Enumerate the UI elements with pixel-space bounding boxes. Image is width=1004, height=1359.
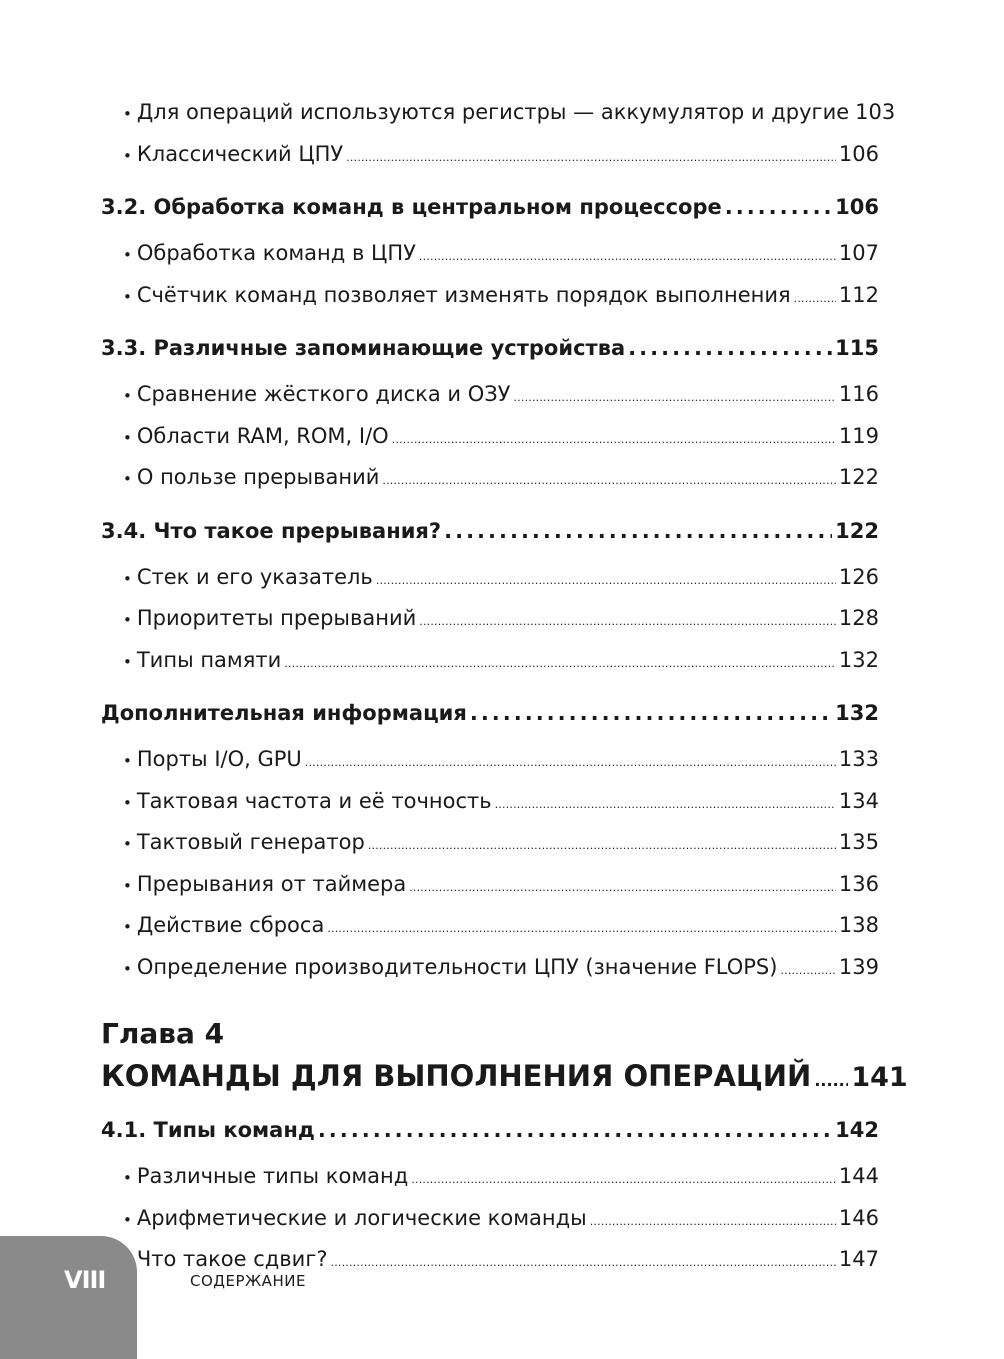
leader-dots — [331, 1242, 836, 1284]
toc-entry-page: 122 — [838, 465, 879, 489]
toc-section[interactable] — [101, 687, 879, 739]
toc-entry[interactable] — [101, 822, 879, 864]
bullet-icon: • — [123, 652, 132, 671]
bullet-icon: • — [123, 105, 132, 123]
toc-entry-page: 135 — [838, 830, 879, 854]
toc-entry[interactable] — [101, 92, 896, 134]
bullet-icon: • — [123, 428, 132, 447]
bullet-icon: • — [123, 569, 132, 588]
toc-entry-page: 132 — [838, 647, 879, 672]
toc-entry-page: 144 — [838, 1164, 879, 1188]
toc-entry[interactable] — [101, 557, 879, 599]
toc-section-title: 3.3. Различные запоминающие устройства — [101, 336, 626, 360]
toc-section-title: 3.4. Что такое прерывания? — [101, 518, 442, 543]
toc-entry-title: Стек и его указатель — [136, 564, 373, 589]
toc-chapter-title: КОМАНДЫ ДЛЯ ВЫПОЛНЕНИЯ ОПЕРАЦИЙ — [101, 1059, 812, 1093]
toc-entry-title: О пользе прерываний — [136, 465, 380, 489]
toc-entry-title: Тактовая частота и её точность — [136, 788, 492, 813]
bullet-icon: • — [123, 752, 132, 770]
toc-entry-title: Тактовый генератор — [136, 830, 365, 854]
bullet-icon: • — [123, 876, 132, 895]
leader-dots — [409, 867, 836, 909]
page-number: VIII — [64, 1266, 106, 1294]
toc-entry-page: 146 — [838, 1205, 879, 1230]
bullet-icon: • — [123, 146, 132, 165]
toc-entry-page: 106 — [838, 141, 879, 166]
bullet-icon: • — [123, 959, 132, 978]
toc-entry-title: Обработка команд в ЦПУ — [136, 241, 416, 265]
toc-entry[interactable] — [101, 640, 879, 682]
toc-section[interactable] — [101, 181, 879, 233]
leader-dots — [419, 236, 836, 278]
toc-entry[interactable] — [101, 457, 879, 499]
toc-entry-title: Для операций используются регистры — аккумулятор и другие — [136, 100, 850, 124]
toc-entry-title: Действие сброса — [136, 913, 325, 937]
bullet-icon: • — [123, 793, 132, 812]
toc-entry[interactable] — [101, 1198, 879, 1240]
toc-entry-title: Что такое сдвиг? — [136, 1247, 328, 1271]
toc-section-title: 4.1. Типы команд — [101, 1118, 315, 1142]
toc-entry-page: 139 — [838, 954, 879, 979]
toc-entry[interactable] — [101, 864, 879, 906]
bullet-icon: • — [123, 387, 132, 405]
leader-dots — [794, 278, 836, 320]
leader-dots — [318, 1104, 832, 1156]
leader-dots — [495, 784, 836, 826]
running-title: СОДЕРЖАНИЕ — [190, 1272, 306, 1290]
toc-entry-page: 136 — [838, 871, 879, 896]
leader-dots — [346, 137, 836, 179]
toc-chapter[interactable] — [101, 1052, 908, 1100]
bullet-icon: • — [123, 1169, 132, 1187]
toc-entry-title: Порты I/O, GPU — [136, 747, 302, 771]
toc-section-page: 142 — [835, 1118, 879, 1142]
bullet-icon: • — [123, 470, 132, 488]
toc-entry-title: Типы памяти — [136, 647, 282, 672]
toc-entry-page: 128 — [838, 606, 879, 630]
toc-entry-page: 116 — [838, 382, 879, 406]
toc-section-page: 122 — [835, 518, 879, 543]
toc-chapter-page: 141 — [851, 1062, 908, 1093]
leader-dots — [327, 908, 836, 950]
bullet-icon: • — [123, 611, 132, 629]
toc-entry-page: 126 — [838, 564, 879, 589]
leader-dots — [305, 742, 836, 784]
toc-entry-title: Сравнение жёсткого диска и ОЗУ — [136, 382, 511, 406]
leader-dots — [725, 181, 832, 233]
toc-entry[interactable] — [101, 598, 879, 640]
leader-dots — [419, 601, 836, 643]
toc-entry-title: Различные типы команд — [136, 1164, 409, 1188]
toc-entry-page: 134 — [838, 788, 879, 813]
toc-entry[interactable] — [101, 947, 879, 989]
toc-entry-page: 103 — [855, 100, 896, 124]
leader-dots — [392, 419, 836, 461]
toc-section-title: 3.2. Обработка команд в центральном процессоре — [101, 195, 722, 219]
toc-entry[interactable] — [101, 781, 879, 823]
toc-entry-title: Области RAM, ROM, I/O — [136, 423, 389, 448]
toc-entry-page: 119 — [838, 423, 879, 448]
toc-entry[interactable] — [101, 739, 879, 781]
leader-dots — [444, 505, 832, 557]
leader-dots — [470, 687, 832, 739]
toc-entry[interactable] — [101, 374, 879, 416]
leader-dots — [411, 1159, 836, 1201]
leader-dots — [780, 950, 835, 992]
leader-dots — [376, 560, 836, 602]
leader-dots — [628, 322, 832, 374]
toc-section[interactable] — [101, 1104, 879, 1156]
toc-entry-title: Определение производительности ЦПУ (значение FLOPS) — [136, 954, 778, 979]
toc-entry[interactable] — [101, 233, 879, 275]
table-of-contents — [101, 92, 908, 1281]
leader-dots — [284, 643, 836, 685]
toc-section-title: Дополнительная информация — [101, 701, 467, 725]
toc-entry-title: Арифметические и логические команды — [136, 1205, 587, 1230]
leader-dots — [382, 460, 836, 502]
toc-entry-title: Классический ЦПУ — [136, 141, 344, 166]
page-tab — [0, 1236, 137, 1359]
toc-entry-title: Счётчик команд позволяет изменять порядок выполнения — [136, 282, 791, 307]
toc-entry[interactable] — [101, 275, 879, 317]
toc-entry-page: 112 — [838, 282, 879, 307]
toc-entry[interactable] — [101, 905, 879, 947]
bullet-icon: • — [123, 918, 132, 936]
chapter-label: Глава 4 — [101, 1017, 225, 1050]
toc-section[interactable] — [101, 322, 879, 374]
bullet-icon: • — [123, 246, 132, 264]
toc-entry[interactable] — [101, 1156, 879, 1198]
bullet-icon: • — [123, 1210, 132, 1229]
leader-dots — [590, 1201, 836, 1243]
bullet-icon: • — [123, 835, 132, 853]
toc-entry-title: Прерывания от таймера — [136, 871, 407, 896]
leader-dots — [814, 1057, 848, 1105]
toc-entry-title: Приоритеты прерываний — [136, 606, 417, 630]
toc-section-page: 132 — [835, 701, 879, 725]
toc-section-page: 115 — [835, 336, 879, 360]
toc-entry-page: 138 — [838, 913, 879, 937]
leader-dots — [368, 825, 836, 867]
toc-section[interactable] — [101, 505, 879, 557]
toc-entry-page: 147 — [838, 1247, 879, 1271]
toc-entry-page: 133 — [838, 747, 879, 771]
toc-entry[interactable] — [101, 134, 879, 176]
toc-entry[interactable] — [101, 416, 879, 458]
toc-section-page: 106 — [835, 195, 879, 219]
toc-entry-page: 107 — [838, 241, 879, 265]
bullet-icon: • — [123, 287, 132, 306]
leader-dots — [513, 377, 835, 419]
